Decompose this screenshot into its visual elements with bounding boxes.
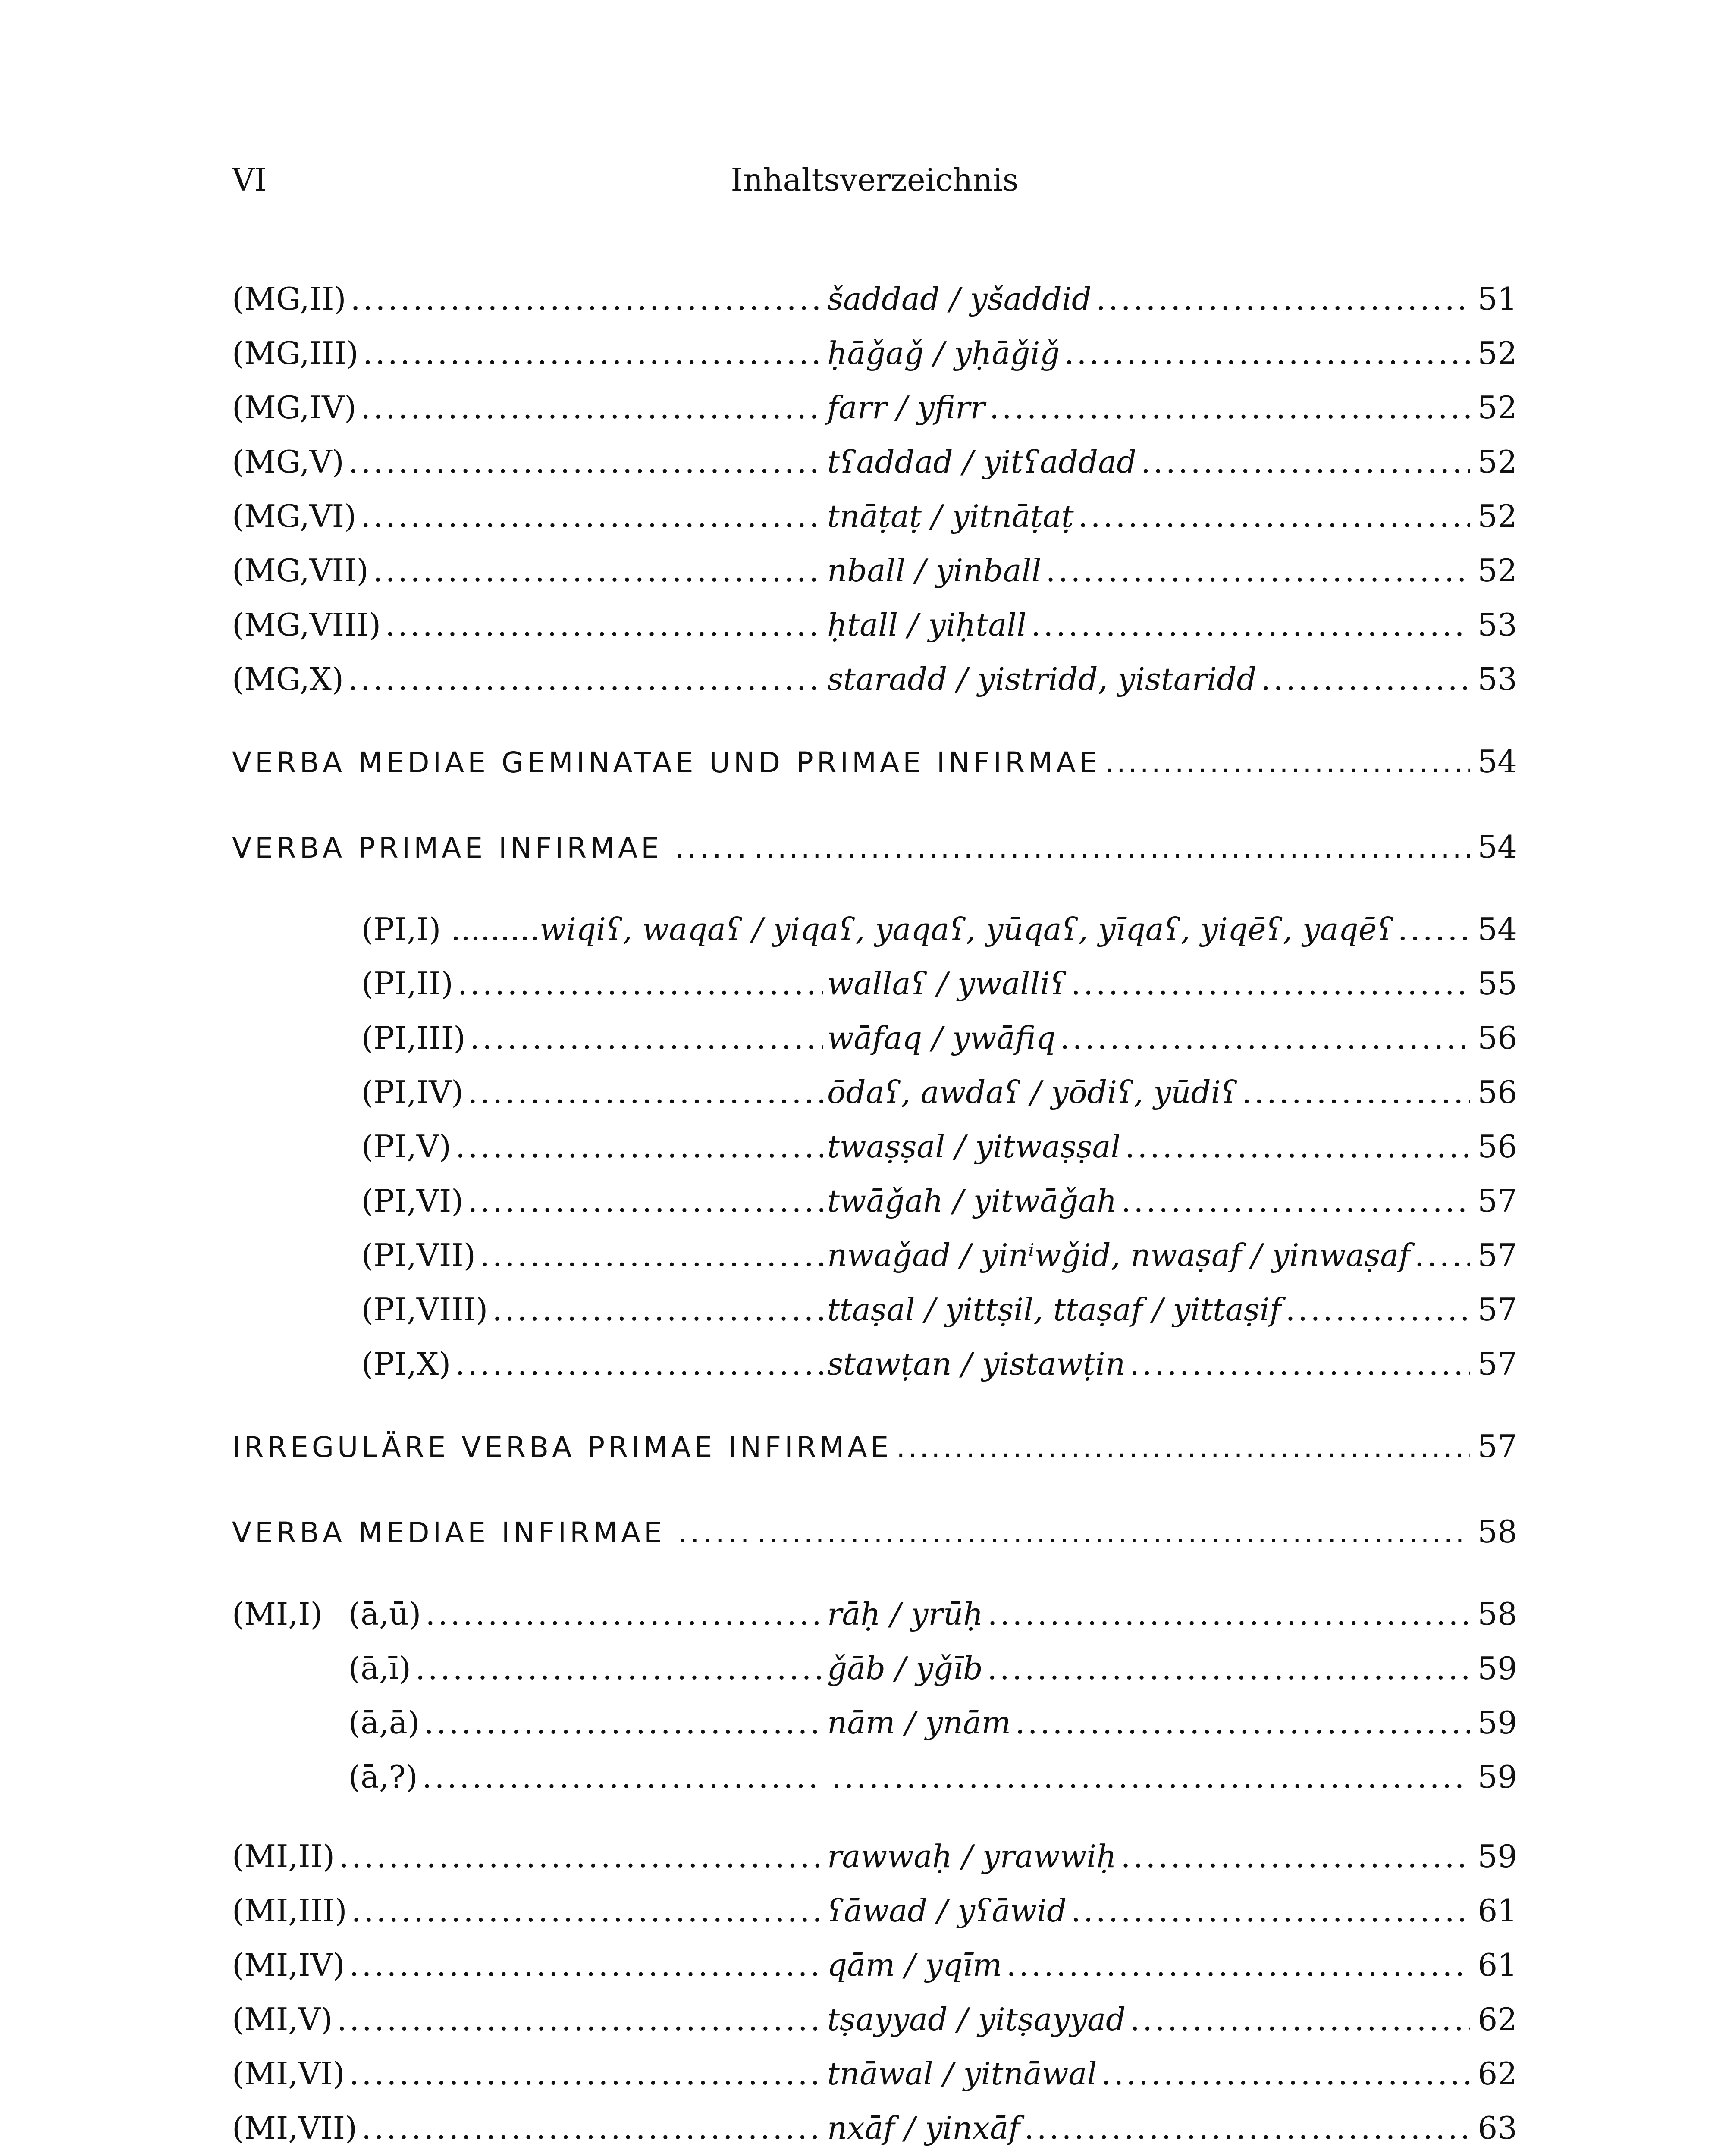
toc-entry[interactable]: [232, 1011, 1517, 1065]
entry-form: ḥāǧaǧ / yḥāǧiǧ: [827, 335, 1060, 371]
leader-dots: [1130, 1992, 1470, 2046]
leader-dots: [896, 1417, 1470, 1478]
toc-entry[interactable]: [232, 1883, 1517, 1938]
leader-dots: [361, 2101, 823, 2155]
page-ref: 52: [1478, 498, 1517, 534]
running-header: [232, 162, 1517, 213]
toc-entry[interactable]: [232, 902, 1517, 956]
leader-dots: [373, 543, 823, 598]
leader-dots: [1242, 1065, 1470, 1119]
page-ref: 56: [1478, 1128, 1517, 1165]
page-number: VI: [232, 162, 267, 198]
page-ref: 54: [1478, 829, 1517, 865]
entry-label-segment: [232, 435, 827, 489]
entry-label-segment: [361, 1282, 827, 1337]
leader-dots: [339, 1829, 823, 1883]
entry-form: nām / ynām: [827, 1705, 1011, 1741]
entry-label: (PI,VI): [361, 1183, 464, 1219]
entry-label-segment: [232, 1992, 827, 2046]
page-ref: 56: [1478, 1074, 1517, 1110]
toc-entry[interactable]: [232, 1695, 1517, 1750]
page-ref: 57: [1478, 1291, 1517, 1328]
page-ref: 56: [1478, 1020, 1517, 1056]
toc-heading[interactable]: [232, 1416, 1517, 1476]
entry-label: (MI,II): [232, 1838, 335, 1874]
entry-form: ǧāb / yǧīb: [827, 1650, 983, 1686]
toc-entry[interactable]: [232, 1641, 1517, 1695]
leader-dots: [757, 1503, 1470, 1563]
leader-dots: [1078, 489, 1470, 543]
entry-form: ʕāwad / yʕāwid: [827, 1893, 1067, 1929]
entry-form: ttaṣal / yittṣil, ttaṣaf / yittaṣif: [827, 1291, 1281, 1328]
page-ref: 59: [1478, 1759, 1517, 1795]
leader-dots: [987, 1641, 1470, 1695]
toc-entry[interactable]: [232, 1587, 1517, 1641]
leader-dots: [351, 272, 823, 326]
entry-form: farr / yfirr: [827, 389, 985, 426]
heading-label: VERBA PRIMAE INFIRMAE ......: [232, 831, 750, 865]
entry-label-segment: [232, 1641, 827, 1695]
entry-label: (PI,I) .........: [361, 911, 540, 947]
toc-entry[interactable]: [232, 272, 1517, 326]
toc-entry[interactable]: [232, 652, 1517, 706]
heading-label: VERBA MEDIAE INFIRMAE ......: [232, 1516, 753, 1549]
group-spacer: [232, 1476, 1517, 1501]
entry-label: (PI,VIII): [361, 1291, 488, 1328]
entry-label: (MG,VIII): [232, 607, 381, 643]
leader-dots: [1398, 902, 1470, 956]
leader-dots: [1024, 2101, 1470, 2155]
leader-dots: [470, 1011, 823, 1065]
entry-form: wiqiʕ, waqaʕ / yiqaʕ, yaqaʕ, yūqaʕ, yīqaʕ, yiqēʕ, yaqēʕ: [540, 911, 1393, 947]
entry-form: šaddad / yšaddid: [827, 281, 1092, 317]
toc-entry[interactable]: [232, 2046, 1517, 2101]
entry-label-segment: [361, 1065, 827, 1119]
entry-label: (MG,V): [232, 444, 344, 480]
toc-entry[interactable]: [232, 1119, 1517, 1174]
entry-label-segment: [232, 380, 827, 435]
toc-entry[interactable]: [232, 598, 1517, 652]
group-spacer: [232, 877, 1517, 902]
group-spacer: [232, 792, 1517, 817]
entry-form: tnāṭaṭ / yitnāṭaṭ: [827, 498, 1074, 534]
entry-label: (PI,V): [361, 1128, 451, 1165]
leader-dots: [1071, 956, 1470, 1011]
leader-dots: [361, 489, 823, 543]
leader-dots: [458, 956, 823, 1011]
entry-label-segment: [232, 489, 827, 543]
leader-dots: [480, 1228, 823, 1282]
entry-form: rāḥ / yrūḥ: [827, 1596, 983, 1632]
entry-sublabel: (ā,ī): [348, 1650, 411, 1686]
page-ref: 58: [1478, 1514, 1517, 1550]
toc-entry[interactable]: [232, 1829, 1517, 1883]
entry-label: (PI,III): [361, 1020, 466, 1056]
leader-dots: [424, 1695, 823, 1750]
toc-entry[interactable]: [232, 1337, 1517, 1391]
entry-label: (MI,I): [232, 1596, 323, 1632]
entry-label: (MG,VI): [232, 498, 357, 534]
entry-form: qām / yqīm: [827, 1947, 1002, 1983]
leader-dots: [351, 1883, 823, 1938]
entry-label-segment: [232, 543, 827, 598]
page-ref: 52: [1478, 444, 1517, 480]
entry-form: tṣayyad / yitṣayyad: [827, 2001, 1126, 2037]
entry-label-segment: [361, 956, 827, 1011]
page-ref: 52: [1478, 552, 1517, 589]
toc-entry[interactable]: [232, 1228, 1517, 1282]
toc-heading[interactable]: [232, 731, 1517, 792]
toc-entry[interactable]: [232, 1992, 1517, 2046]
toc-heading[interactable]: [232, 1501, 1517, 1562]
entry-label-segment: [232, 326, 827, 380]
page-ref: 59: [1478, 1705, 1517, 1741]
leader-dots: [348, 652, 823, 706]
toc-heading[interactable]: [232, 817, 1517, 877]
page-ref: 61: [1478, 1947, 1517, 1983]
entry-form: twāǧah / yitwāǧah: [827, 1183, 1117, 1219]
leader-dots: [348, 435, 823, 489]
leader-dots: [988, 1587, 1470, 1641]
leader-dots: [1286, 1282, 1470, 1337]
entry-form: wallaʕ / ywalliʕ: [827, 965, 1067, 1002]
entry-form: staradd / yistridd, yistaridd: [827, 661, 1257, 697]
page-ref: 55: [1478, 965, 1517, 1002]
leader-dots: [1121, 1174, 1470, 1228]
entry-label-segment: [232, 272, 827, 326]
entry-sublabel: (ā,ū): [348, 1596, 421, 1632]
table-of-contents: [232, 272, 1517, 2156]
group-spacer: [232, 1391, 1517, 1416]
entry-label-segment: [232, 2101, 827, 2155]
leader-dots: [363, 326, 823, 380]
entry-label-segment: [232, 1750, 827, 1804]
leader-dots: [1096, 272, 1470, 326]
leader-dots: [754, 818, 1470, 878]
entry-form: stawṭan / yistawṭin: [827, 1346, 1126, 1382]
toc-entry[interactable]: [232, 489, 1517, 543]
entry-sublabel: (ā,?): [348, 1759, 418, 1795]
page-ref: 52: [1478, 389, 1517, 426]
toc-entry[interactable]: [232, 1065, 1517, 1119]
toc-entry[interactable]: [232, 435, 1517, 489]
leader-dots: [349, 1938, 823, 1992]
toc-entry[interactable]: [232, 380, 1517, 435]
entry-label: (PI,X): [361, 1346, 451, 1382]
leader-dots: [1031, 598, 1470, 652]
leader-dots: [1141, 435, 1470, 489]
page-ref: 57: [1478, 1237, 1517, 1273]
toc-entry[interactable]: [232, 2101, 1517, 2155]
entry-form: nxāf / yinxāf: [827, 2110, 1020, 2146]
entry-label-segment: [361, 1337, 827, 1391]
entry-label-segment: [232, 1695, 827, 1750]
entry-label: (MI,VII): [232, 2110, 358, 2146]
toc-entry[interactable]: [232, 1750, 1517, 1804]
entry-label-segment: [361, 1011, 827, 1065]
entry-label: (MG,II): [232, 281, 346, 317]
leader-dots: [1071, 1883, 1470, 1938]
entry-label: (MG,IV): [232, 389, 357, 426]
leader-dots: [361, 380, 823, 435]
leader-dots: [337, 1992, 823, 2046]
entry-form: tʕaddad / yitʕaddad: [827, 444, 1137, 480]
page-ref: 57: [1478, 1183, 1517, 1219]
entry-label: (MG,VII): [232, 552, 369, 589]
leader-dots: [1015, 1695, 1470, 1750]
group-spacer: [232, 706, 1517, 731]
entry-label-segment: [361, 1174, 827, 1228]
entry-label-segment: [232, 1829, 827, 1883]
entry-form: rawwaḥ / yrawwiḥ: [827, 1838, 1117, 1874]
leader-dots: [425, 1587, 823, 1641]
leader-dots: [1130, 1337, 1470, 1391]
page-ref: 59: [1478, 1838, 1517, 1874]
leader-dots: [422, 1750, 823, 1804]
entry-label-segment: [232, 598, 827, 652]
page-ref: 57: [1478, 1428, 1517, 1464]
entry-label: (MG,III): [232, 335, 359, 371]
page-ref: 63: [1478, 2110, 1517, 2146]
leader-dots: [1046, 543, 1470, 598]
leader-dots: [1125, 1119, 1470, 1174]
entry-label-segment: [232, 1938, 827, 1992]
entry-form: nball / yinball: [827, 552, 1042, 589]
leader-dots: [1415, 1228, 1470, 1282]
leader-dots: [1064, 326, 1470, 380]
leader-dots: [468, 1065, 823, 1119]
entry-form: nwaǧad / yinⁱwǧid, nwaṣaf / yinwaṣaf: [827, 1237, 1410, 1273]
leader-dots: [468, 1174, 823, 1228]
entry-label: (MG,X): [232, 661, 344, 697]
leader-dots: [455, 1119, 823, 1174]
entry-form: ḥtall / yiḥtall: [827, 607, 1027, 643]
page-title: Inhaltsverzeichnis: [731, 162, 1019, 198]
toc-entry[interactable]: [232, 326, 1517, 380]
page-ref: 54: [1478, 911, 1517, 947]
page-ref: 62: [1478, 2001, 1517, 2037]
leader-dots: [385, 598, 823, 652]
page-ref: 61: [1478, 1893, 1517, 1929]
entry-label-segment: [361, 1119, 827, 1174]
entry-form: tnāwal / yitnāwal: [827, 2056, 1097, 2092]
entry-label: (PI,IV): [361, 1074, 464, 1110]
entry-label-segment: [361, 1228, 827, 1282]
page-ref: 54: [1478, 743, 1517, 780]
page-ref: 62: [1478, 2056, 1517, 2092]
toc-entry[interactable]: [232, 956, 1517, 1011]
leader-dots: [831, 1750, 1470, 1804]
page-ref: 57: [1478, 1346, 1517, 1382]
leader-dots: [1121, 1829, 1470, 1883]
page-ref: 59: [1478, 1650, 1517, 1686]
toc-entry[interactable]: [232, 1174, 1517, 1228]
toc-entry[interactable]: [232, 1938, 1517, 1992]
heading-label: VERBA MEDIAE GEMINATAE UND PRIMAE INFIRMAE: [232, 746, 1101, 779]
entry-label-segment: [232, 1883, 827, 1938]
page-ref: 51: [1478, 281, 1517, 317]
leader-dots: [989, 380, 1470, 435]
leader-dots: [1101, 2046, 1470, 2101]
page-ref: 58: [1478, 1596, 1517, 1632]
leader-dots: [349, 2046, 823, 2101]
leader-dots: [1105, 733, 1470, 793]
toc-entry[interactable]: [232, 543, 1517, 598]
entry-label: (MI,V): [232, 2001, 333, 2037]
entry-label-segment: [232, 652, 827, 706]
page-ref: 53: [1478, 661, 1517, 697]
leader-dots: [492, 1282, 823, 1337]
page-ref: 53: [1478, 607, 1517, 643]
entry-form: twaṣṣal / yitwaṣṣal: [827, 1128, 1121, 1165]
leader-dots: [415, 1641, 823, 1695]
leader-dots: [1006, 1938, 1470, 1992]
heading-label: IRREGULÄRE VERBA PRIMAE INFIRMAE: [232, 1431, 892, 1464]
entry-label: (MI,VI): [232, 2056, 345, 2092]
entry-form: ōdaʕ, awdaʕ / yōdiʕ, yūdiʕ: [827, 1074, 1238, 1110]
leader-dots: [455, 1337, 823, 1391]
leader-dots: [1261, 652, 1470, 706]
leader-dots: [1060, 1011, 1470, 1065]
group-spacer: [232, 1804, 1517, 1829]
page-ref: 52: [1478, 335, 1517, 371]
entry-form: wāfaq / ywāfiq: [827, 1020, 1056, 1056]
entry-label: (PI,VII): [361, 1237, 476, 1273]
group-spacer: [232, 1562, 1517, 1587]
toc-entry[interactable]: [232, 1282, 1517, 1337]
entry-label: (PI,II): [361, 965, 453, 1002]
entry-label: (MI,IV): [232, 1947, 345, 1983]
entry-sublabel: (ā,ā): [348, 1705, 420, 1741]
entry-label: (MI,III): [232, 1893, 347, 1929]
entry-label-segment: [232, 2046, 827, 2101]
entry-label-segment: [232, 1587, 827, 1641]
